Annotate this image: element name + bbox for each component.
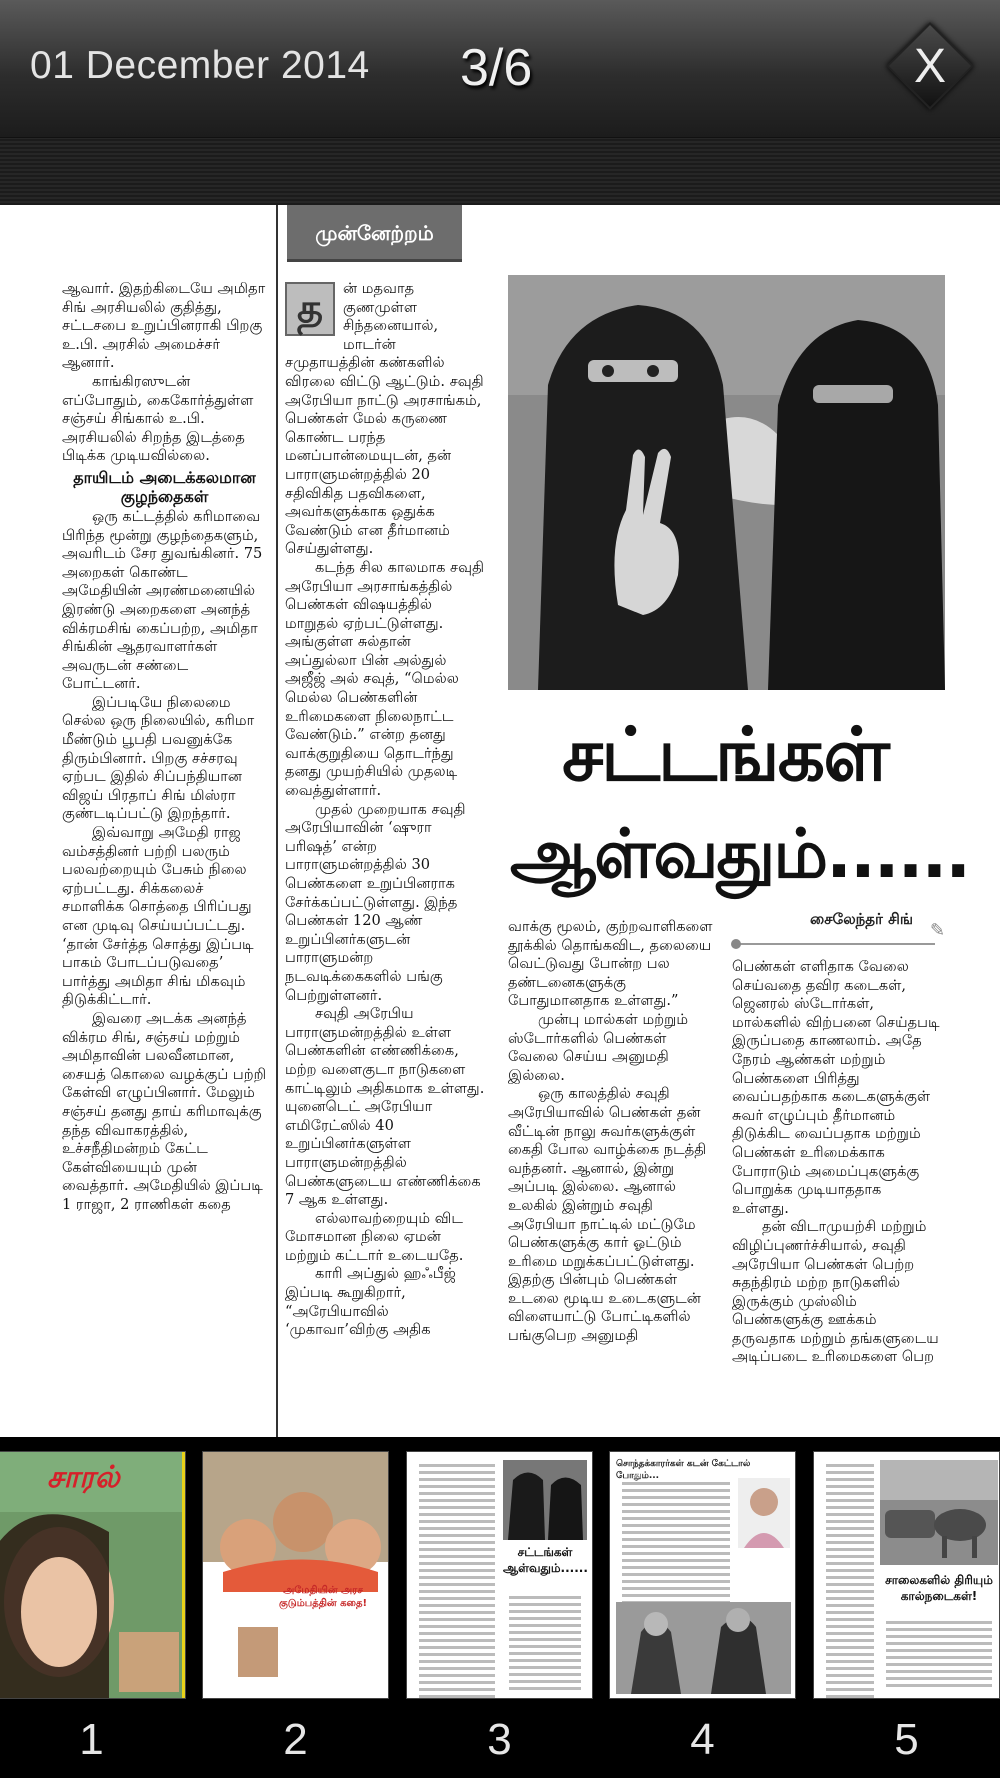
paragraph: இப்படியே நிலைமை செல்ல ஒரு நிலையில், கரிமா மீண்டும் பூபதி பவனுக்கே திரும்பினார். பிறகு சச்சரவு ஏற்பட இதில் சிப்பந்தியான விஜய் பிரதாப் சிங் மிஸ்ரா குண்டடிப்பட்டு இறந்தார். <box>62 693 255 823</box>
paragraph: காங்கிரஸுடன் எப்போதும், கைகோர்த்துள்ள சஞ்சய் சிங்கால் உ.பி. அரசியலில் சிறந்த இடத்தை பிடிக்க முடியவில்லை. <box>62 372 254 465</box>
thumbnail-number-1[interactable]: 1 <box>79 1715 104 1764</box>
article-column-3 <box>508 918 720 1437</box>
thumbnail-photo <box>880 1460 998 1565</box>
thumbnail-text-lines <box>820 1460 880 1699</box>
paragraph: பெண்கள் எளிதாக வேலை செய்வதை தவிர கடைகள், ஜெனரல் ஸ்டோர்கள், மால்களில் விற்பனை செய்தபடி இருப்பதை காணலாம். அதே நேரம் ஆண்கள் மற்றும் பெண்களை பிரித்து வைப்பதற்காக கடைகளுக்குள் சுவர் எழுப்பும் தீர்மானம் திடுக்கிட வைப்பதாக மற்றும் பெண்கள் உரிமைக்காக போராடும் அமைப்புகளுக்கு பொறுக்க முடியாததாக உள்ளது. <box>732 958 940 1217</box>
top-toolbar <box>0 0 1000 138</box>
thumbnail-photo <box>616 1602 791 1694</box>
thumbnail-number-4[interactable]: 4 <box>690 1715 715 1764</box>
paragraph: முதல் முறையாக சவுதி அரேபியாவின் ‘ஷுரா பரிஷத்’ என்ற பாராளுமன்றத்தில் 30 பெண்களை உறுப்பினராக சேர்க்கப்பட்டுள்ளது. இந்த பெண்கள் 120 ஆண் உறுப்பினர்களுடன் பாராளுமன்ற நடவடிக்கைகளில் பங்கு பெற்றுள்ளனர். <box>285 800 466 1004</box>
thumbnail-page-3[interactable] <box>406 1451 593 1699</box>
byline: சைலேந்தர் சிங் <box>810 910 913 928</box>
lead-paragraph <box>285 280 485 559</box>
section-tag: முன்னேற்றம் <box>287 205 462 262</box>
thumbnail-number-2[interactable]: 2 <box>283 1715 308 1764</box>
thumbnail-title: சாரல் <box>47 1460 120 1495</box>
article-column-1 <box>62 280 267 1437</box>
headline-line-1: சட்டங்கள் <box>562 712 888 798</box>
subheading: தாயிடம் அடைக்கலமான குழந்தைகள் <box>73 467 256 506</box>
paragraph: தன் விடாமுயற்சி மற்றும் விழிப்புணர்ச்சியால், சவுதி அரேபியா பெண்கள் பெற்ற சுதந்திரம் மற்ற நாடுகளில் இருக்கும் முஸ்லிம் பெண்களுக்கு ஊக்கம் தருவதாக மற்றும் தங்களுடைய அடிப்படை உரிமைகளை பெற <box>732 1218 939 1366</box>
thumbnail-photo <box>503 1460 587 1540</box>
thumbnail-text-lines <box>413 1460 501 1699</box>
paragraph: கடந்த சில காலமாக சவுதி அரேபியா அரசாங்கத்தில் பெண்கள் விஷயத்தில் மாறுதல் ஏற்பட்டுள்ளது. அங்குள்ள சுல்தான் அப்துல்லா பின் அல்துல் அஜீஜ் அல் சவுத், “மெல்ல மெல்ல பெண்களின் உரிமைகளை நிலைநாட்ட வேண்டும்.” என்ற தனது வாக்குறுதியை தொடர்ந்து தனது முயற்சியில் முதலடி வைத்துள்ளார். <box>285 558 485 800</box>
thumbnail-number-5[interactable]: 5 <box>894 1715 919 1764</box>
thumbnail-title: சாலைகளில் திரியும் கால்நடைகள்! <box>885 1573 993 1603</box>
pen-icon: ✎ <box>930 920 946 941</box>
paragraph: சவுதி அரேபிய பாராளுமன்றத்தில் உள்ள பெண்களின் எண்ணிக்கை, மற்ற வளைகுடா நாடுகளை காட்டிலும் அதிகமாக உள்ளது. யுனைடெட் அரேபியா எமிரேட்ஸில் 40 உறுப்பினர்களுள்ள பாராளுமன்றத்தில் பெண்களுடைய எண்ணிக்கை 7 ஆக உள்ளது. <box>285 1005 485 1209</box>
headline-line-2: ஆள்வதும்...... <box>510 815 970 894</box>
article-column-2 <box>285 280 485 1437</box>
article-headline <box>510 705 970 905</box>
column-divider <box>276 205 278 1437</box>
thumbnail-portrait <box>738 1478 790 1548</box>
thumbnail-page-4[interactable] <box>609 1451 796 1699</box>
toolbar-shadow-strip <box>0 138 1000 205</box>
thumbnail-number-3[interactable]: 3 <box>487 1715 512 1764</box>
article-photo <box>508 275 945 690</box>
thumbnail-page-5[interactable] <box>813 1451 1000 1699</box>
paragraph: இவ்வாறு அமேதி ராஜ வம்சத்தினர் பற்றி பலரும் பலவற்றையும் பேசும் நிலை ஏற்பட்டது. சிக்கலைச் சமாளிக்க சொத்தை பிரிப்பது என முடிவு செய்யப்பட்டது. ‘தான் சேர்த்த சொத்து இப்படி பாகம் போடப்படுவதை’ பார்த்து அமிதா சிங் மிகவும் திடுக்கிட்டார். <box>62 824 254 1009</box>
paragraph: வாக்கு மூலம், குற்றவாளிகளை தூக்கில் தொங்கவிட, தலையை வெட்டுவது போன்ற பல தண்டனைகளுக்கு போதுமானதாக உள்ளது.” <box>508 918 713 1010</box>
page2-thumbnail-image <box>203 1452 389 1699</box>
page-indicator: 3/6 <box>460 39 533 97</box>
paragraph: காரி அப்துல் ஹஃபீஜ் இப்படி கூறுகிறார், “அரேபியாவில் ‘முகாவா’விற்கு அதிக <box>285 1265 456 1339</box>
thumbnail-page-1[interactable] <box>0 1451 186 1699</box>
thumbnail-title: அமேதியின் அரச குடும்பத்தின் கதை! <box>278 1585 368 1609</box>
thumbnail-title: சட்டங்கள் ஆள்வதும்...... <box>503 1545 588 1575</box>
close-button[interactable] <box>885 21 975 111</box>
page-thumbnail-strip <box>0 1437 1000 1778</box>
paragraph: ன் மதவாத குணமுள்ள சிந்தனையால், மாடர்ன் சமுதாயத்தின் கண்களில் விரலை விட்டு ஆட்டும். சவுதி அரேபியா நாட்டு அரசாங்கம், பெண்கள் மேல் கருணை கொண்ட பரந்த மனப்பான்மையுடன், தன் பாராளுமன்றத்தில் 20 சதிவிகித பதவிகளை, அவர்களுக்காக ஒதுக்க வேண்டும் என தீர்மானம் செய்துள்ளது. <box>285 280 484 558</box>
paragraph: முன்பு மால்கள் மற்றும் ஸ்டோர்களில் பெண்கள் வேலை செய்ய அனுமதி இல்லை. <box>508 1010 689 1084</box>
drop-cap: த <box>285 282 335 336</box>
issue-date: 01 December 2014 <box>30 44 370 87</box>
paragraph: எல்லாவற்றையும் விட மோசமான நிலை ஏமன் மற்றும் கட்டார் உடையதே. <box>285 1209 464 1264</box>
paragraph: ஆவார். இதற்கிடையே அமிதா சிங் அரசியலில் குதித்து, சட்டசபை உறுப்பினராகி பிறகு உ.பி. அரசில் அமைச்சர் ஆனார். <box>62 280 266 372</box>
thumbnail-text-lines <box>616 1478 736 1622</box>
thumbnail-text-lines <box>503 1592 587 1694</box>
byline-rule <box>735 943 935 945</box>
thumbnail-title: சொந்தக்காரர்கள் கடன் கேட்டால் போதும்... <box>616 1459 751 1481</box>
paragraph: இவரை அடக்க அனந்த் விக்ரம சிங், சஞ்சய் மற்றும் அமிதாவின் பலவீனமான, சையத் கொலை வழக்குப் பற்றி கேள்வி எழுப்பினார். மேலும் சஞ்சய் தனது தாய் கரிமாவுக்கு தந்த விவாகரத்தில், உச்சநீதிமன்றம் கேட்ட கேள்வியையும் முன் வைத்தார். அமேதியில் இப்படி 1 ராஜா, 2 ராணிகள் கதை <box>62 1009 267 1213</box>
thumbnail-page-2[interactable] <box>202 1451 389 1699</box>
paragraph: ஒரு கட்டத்தில் கரிமாவை பிரிந்த மூன்று குழந்தைகளும், அவரிடம் சேர துவங்கினர். 75 அறைகள் கொண்ட அமேதியின் அரண்மனையில் இரண்டு அறைகளை அனந்த் விக்ரமசிங் கைப்பற்ற, அமிதா சிங்கின் ஆதரவாளர்கள் அவருடன் சண்டை போட்டனர். <box>62 507 263 693</box>
article-column-4 <box>732 958 942 1437</box>
byline-dot <box>731 939 741 949</box>
close-icon: X <box>913 40 946 93</box>
veiled-women-victory-sign-image <box>508 275 945 690</box>
magazine-page[interactable] <box>0 205 1000 1437</box>
paragraph: ஒரு காலத்தில் சவுதி அரேபியாவில் பெண்கள் தன் வீட்டின் நாலு சுவர்களுக்குள் கைதி போல வாழ்க்கை நடத்தி வந்தனர். ஆனால், இன்று அப்படி இல்லை. ஆனால் உலகில் இன்றும் சவுதி அரேபியா நாட்டில் மட்டுமே பெண்களுக்கு கார் ஓட்டும் உரிமை மறுக்கப்பட்டுள்ளது. இதற்கு பின்பும் பெண்கள் உடலை மூடிய உடைகளுடன் விளையாட்டு போட்டிகளில் பங்குபெற அனுமதி <box>508 1085 707 1345</box>
thumbnail-text-lines <box>880 1617 998 1691</box>
